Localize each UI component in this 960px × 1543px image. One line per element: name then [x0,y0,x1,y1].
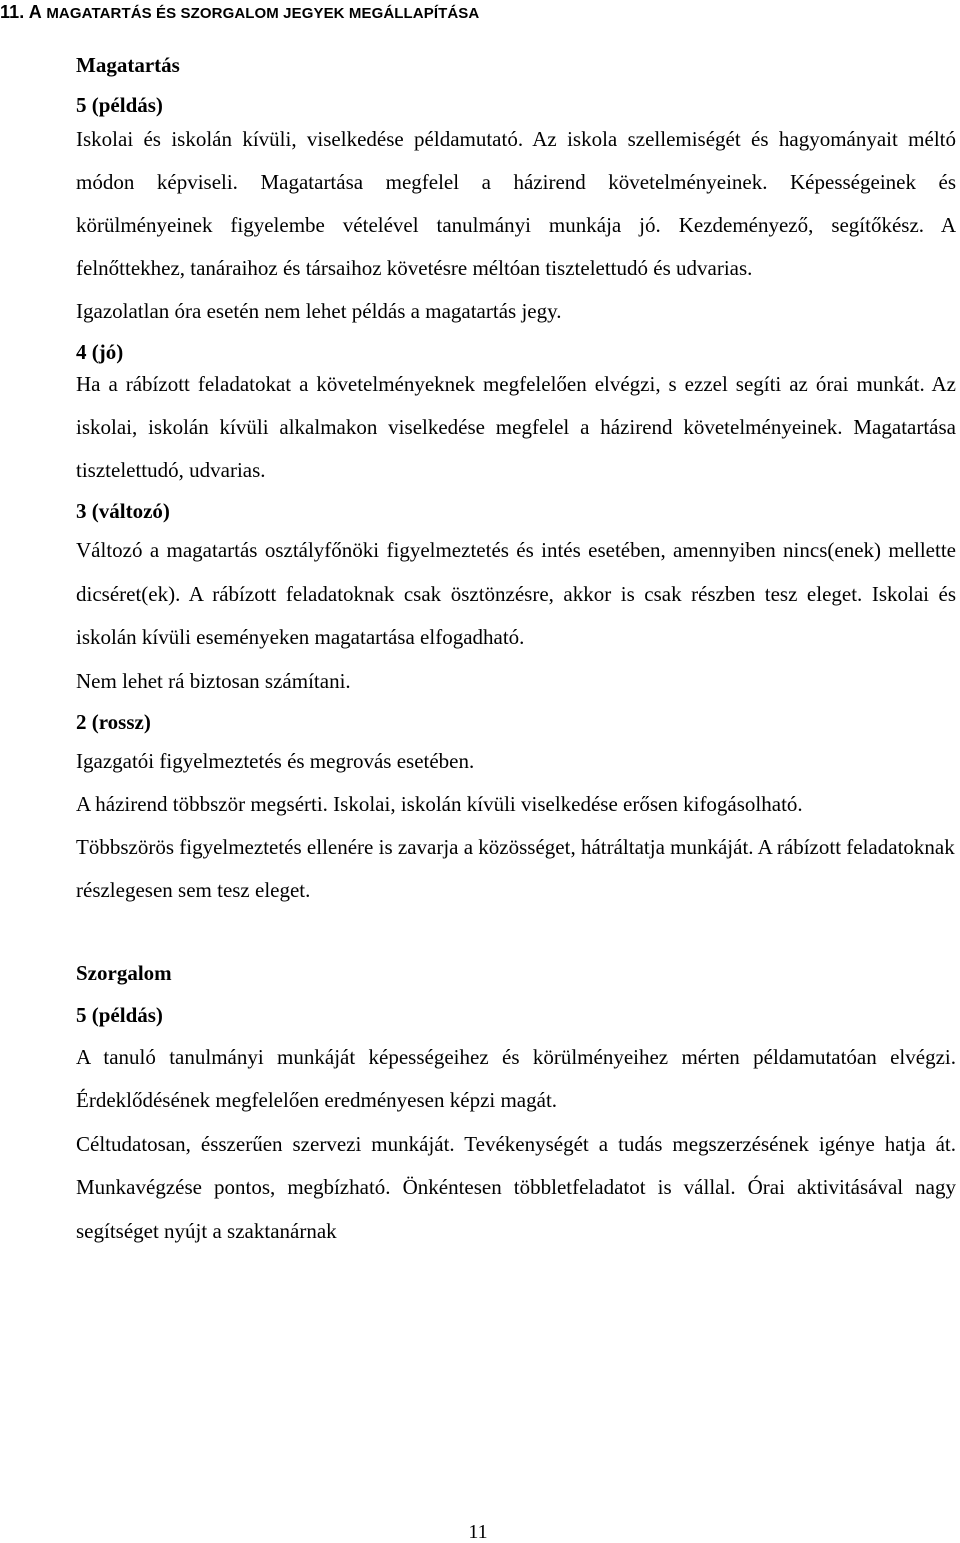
chapter-number: 11. [0,2,25,22]
grade-text-5-szorgalom: A tanuló tanulmányi munkáját képességeihez és körülményeihez mérten példamutatóan elvégzi. Érdeklődésének megfelelően eredményesen képzi magát. [76,1044,956,1112]
grade-text-3-magatartas: Változó a magatartás osztályfőnöki figyelmeztetés és intés esetében, amennyiben nincs(enek) mellette dicséret(ek). A rábízott feladatoknak csak ösztönzésre, akkor is csak részben tesz eleget. Iskolai és iskolán kívüli eseményeken magatartása elfogadható. [76,538,956,649]
grade-text-5-magatartas: Iskolai és iskolán kívüli, viselkedése példamutató. Az iskola szellemiségét és hagyományait méltó módon képviseli. Magatartása megfelel a házirend követelményeinek. Képességeinek és körülményeinek figyelembe vételével tanulmányi munkája jó. Kezdeményező, segítőkész. A felnőttekhez, tanáraihoz és társaihoz követésre méltóan tisztelettudó és udvarias. [76,127,956,280]
grade-label-4-magatartas: 4 (jó) [76,340,124,364]
grade-line1-2-magatartas: Igazgatói figyelmeztetés és megrovás esetében. [76,748,475,773]
section-szorgalom [76,958,956,1254]
grade-note-3-magatartas: Nem lehet rá biztosan számítani. [76,668,351,693]
section-heading-magatartas: Magatartás [76,53,180,77]
section-magatartas [76,50,956,913]
grade-label-2-magatartas: 2 (rossz) [76,709,151,734]
section-heading-szorgalom: Szorgalom [76,960,172,985]
page-number: 11 [468,1521,488,1543]
grade-line2-2-magatartas: A házirend többször megsérti. Iskolai, iskolán kívüli viselkedése erősen kifogásolható. [76,791,803,816]
grade-text-4-magatartas: Ha a rábízott feladatokat a követelményeknek megfelelően elvégzi, s ezzel segíti az órai munkát. Az iskolai, iskolán kívüli alkalmakon viselkedése megfelel a házirend követelményeinek. Magatartása tisztelettudó, udvarias. [76,372,956,482]
grade-label-5-szorgalom: 5 (példás) [76,1002,163,1027]
chapter-title [0,2,479,23]
document-body [76,50,956,1253]
grade-text-2-magatartas: Többszörös figyelmeztetés ellenére is zavarja a közösséget, hátráltatja munkáját. A rábízott feladatoknak részlegesen sem tesz eleget. [76,834,955,902]
grade-label-5-magatartas: 5 (példás) [76,93,163,117]
grade-label-3-magatartas: 3 (változó) [76,499,170,523]
grade-note-5-magatartas: Igazolatlan óra esetén nem lehet példás a magatartás jegy. [76,299,562,323]
chapter-title-rest: MAGATARTÁS ÉS SZORGALOM JEGYEK MEGÁLLAPÍTÁSA [46,5,480,22]
grade-text2-5-szorgalom: Céltudatosan, ésszerűen szervezi munkáját. Tevékenységét a tudás megszerzésének igénye hatja át. Munkavégzése pontos, megbízható. Önkéntesen többletfeladatot is vállal. Órai aktivitásával nagy segítséget nyújt a szaktanárnak [76,1131,956,1243]
chapter-title-first: A [28,2,42,22]
